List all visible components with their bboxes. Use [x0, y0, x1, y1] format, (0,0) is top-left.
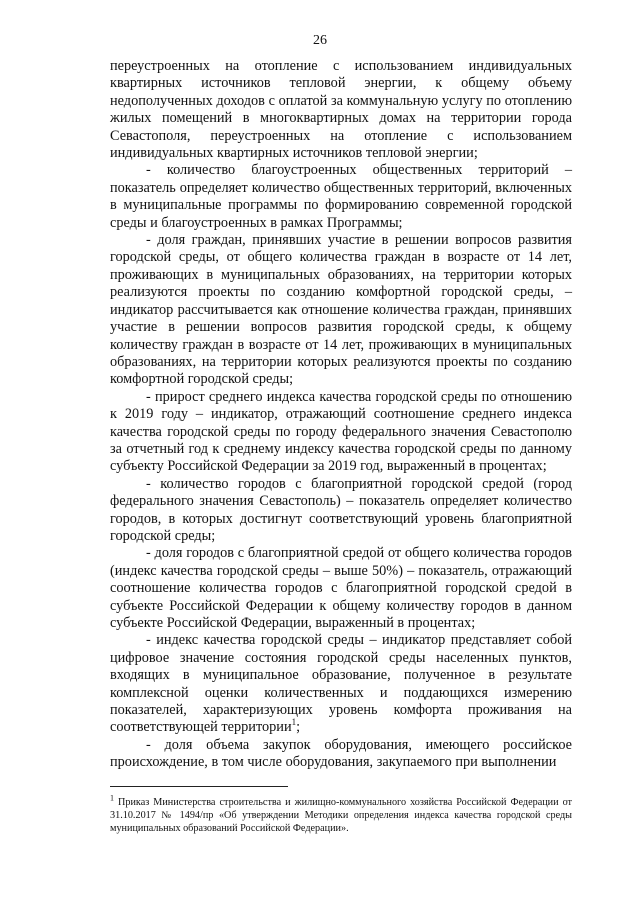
paragraph-2: - количество благоустроенных общественных территорий – показатель определяет количество общественных территорий, включенных в муниципальные программы по формированию современной городской среды и благоустроенных в рамках Программы;: [110, 162, 572, 231]
paragraph-8: - доля объема закупок оборудования, имеющего российское происхождение, в том числе оборудования, закупаемого при выполнении: [110, 736, 572, 771]
paragraph-1: переустроенных на отопление с использованием индивидуальных квартирных источников тепловой энергии, к общему объему недополученных доходов с оплатой за коммунальную услугу по отоплению жилых помещений в многоквартирных домах на территории города Севастополя, переустроенных на отопление с использованием индивидуальных квартирных источников тепловой энергии;: [110, 58, 572, 162]
body-text: [110, 58, 572, 772]
paragraph-5: - количество городов с благоприятной городской средой (город федерального значения Севастополь) – показатель определяет количество городов, в которых достигнут соответствующий уровень благоприятной городской среды;: [110, 475, 572, 544]
footnote-text: Приказ Министерства строительства и жилищно-коммунального хозяйства Российской Федерации от 31.10.2017 № 1494/пр «Об утверждении Методики определения индекса качества городской среды муниципальных образований Российской Федерации».: [110, 797, 572, 835]
page-number: 26: [313, 33, 327, 48]
paragraph-7-end: ;: [296, 719, 301, 736]
footnote-marker: 1: [110, 793, 114, 803]
footnote-reference[interactable]: 1: [291, 717, 297, 728]
paragraph-3: - доля граждан, принявших участие в решении вопросов развития городской среды, от общего количества граждан в возрасте от 14 лет, проживающих в муниципальных образованиях, на территории которых реализуются проекты по созданию комфортной городской среды, – индикатор рассчитывается как отношение количества граждан, принявших участие в решении вопросов развития городской среды, к общему количеству граждан в возрасте от 14 лет, проживающих в муниципальных образованиях, на территории которых реализуются проекты по созданию комфортной городской среды;: [110, 232, 572, 388]
paragraph-6: - доля городов с благоприятной средой от общего количества городов (индекс качества городской среды – выше 50%) – показатель, отражающий соотношение количества городов с благоприятной городской средой в субъекте Российской Федерации к общему количеству городов в данном субъекте Российской Федерации, выраженный в процентах;: [110, 545, 572, 631]
paragraph-7-text: - индекс качества городской среды – индикатор представляет собой цифровое значение состояния городской среды населенных пунктов, входящих в муниципальное образование, полученное в результате комплексной оценки количественных и поддающихся измерению показателей, характеризующих уровень комфорта проживания на соответствующей территории: [110, 632, 572, 736]
paragraph-4: - прирост среднего индекса качества городской среды по отношению к 2019 году – индикатор, отражающий соотношение среднего индекса качества городской среды по городу федерального значения Севастополю за отчетный год к среднему индексу качества городской среды по данному субъекту Российской Федерации за 2019 год, выраженный в процентах;: [110, 388, 572, 475]
footnote-divider: [110, 786, 288, 787]
footnote: [110, 793, 572, 836]
paragraph-7: [110, 632, 572, 736]
